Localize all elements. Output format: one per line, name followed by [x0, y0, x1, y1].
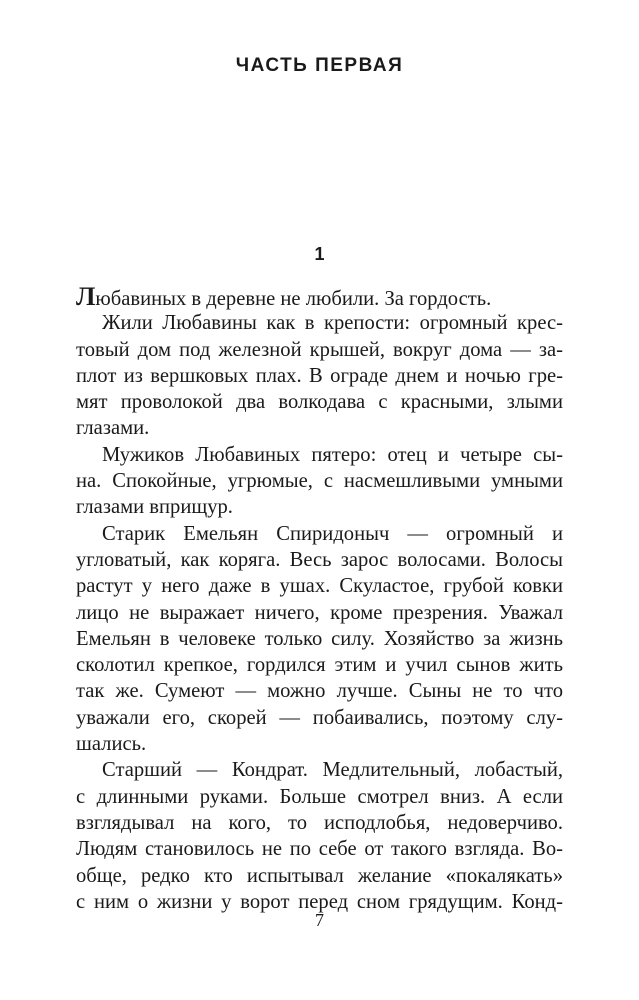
text-line: Старший — Кондрат. Медлительный, лобастый,: [102, 759, 563, 782]
text-line: растут у него даже в ушах. Скуластое, грубой ковки: [76, 575, 563, 598]
text-line: глазами.: [76, 417, 150, 440]
text-line: обще, редко кто испытывал желание «покалякать»: [76, 864, 563, 887]
text-line: угловатый, как коряга. Весь зарос волосами. Волосы: [76, 548, 563, 571]
text-line: товый дом под железной крышей, вокруг дома — за-: [76, 338, 563, 361]
text-line: уважали его, скорей — побаивались, поэтому слу-: [76, 706, 563, 729]
text-line: Старик Емельян Спиридоныч — огромный и: [102, 522, 563, 545]
text-line: Мужиков Любавиных пятеро: отец и четыре сы-: [102, 443, 563, 466]
text-line: лицо не выражает ничего, кроме презрения. Уважал: [76, 601, 563, 624]
body-text: [76, 284, 563, 915]
text-line: с ним о жизни у ворот перед сном грядущим. Конд-: [76, 890, 563, 913]
text-line: глазами вприщур.: [76, 496, 233, 519]
text-line: [76, 284, 563, 310]
part-title: ЧАСТЬ ПЕРВАЯ: [235, 55, 404, 76]
text-line: Жили Любавины как в крепости: огромный крес-: [102, 312, 563, 335]
text-line: плот из вершковых плах. В ограде днем и ночью гре-: [76, 364, 563, 387]
chapter-number: 1: [314, 244, 325, 264]
drop-cap: Л: [76, 282, 96, 311]
text-line: мят проволокой два волкодава с красными, злыми: [76, 391, 563, 414]
text-line: с длинными руками. Больше смотрел вниз. А если: [76, 785, 563, 808]
text-line: так же. Сумеют — можно лучше. Сыны не то что: [76, 680, 563, 703]
text-line: сколотил крепкое, гордился этим и учил сынов жить: [76, 654, 563, 677]
text-line: Людям становилось не по себе от такого взгляда. Во-: [76, 838, 563, 861]
text-line: взглядывал на кого, то исподлобья, недоверчиво.: [76, 811, 563, 834]
text-line: шались.: [76, 733, 147, 756]
text-line: на. Спокойные, угрюмые, с насмешливыми умными: [76, 470, 563, 493]
text-line-content: юбавиных в деревне не любили. За гордость.: [95, 288, 492, 310]
page-number: 7: [315, 910, 324, 930]
text-line: Емельян в человеке только силу. Хозяйство за жизнь: [76, 627, 563, 650]
